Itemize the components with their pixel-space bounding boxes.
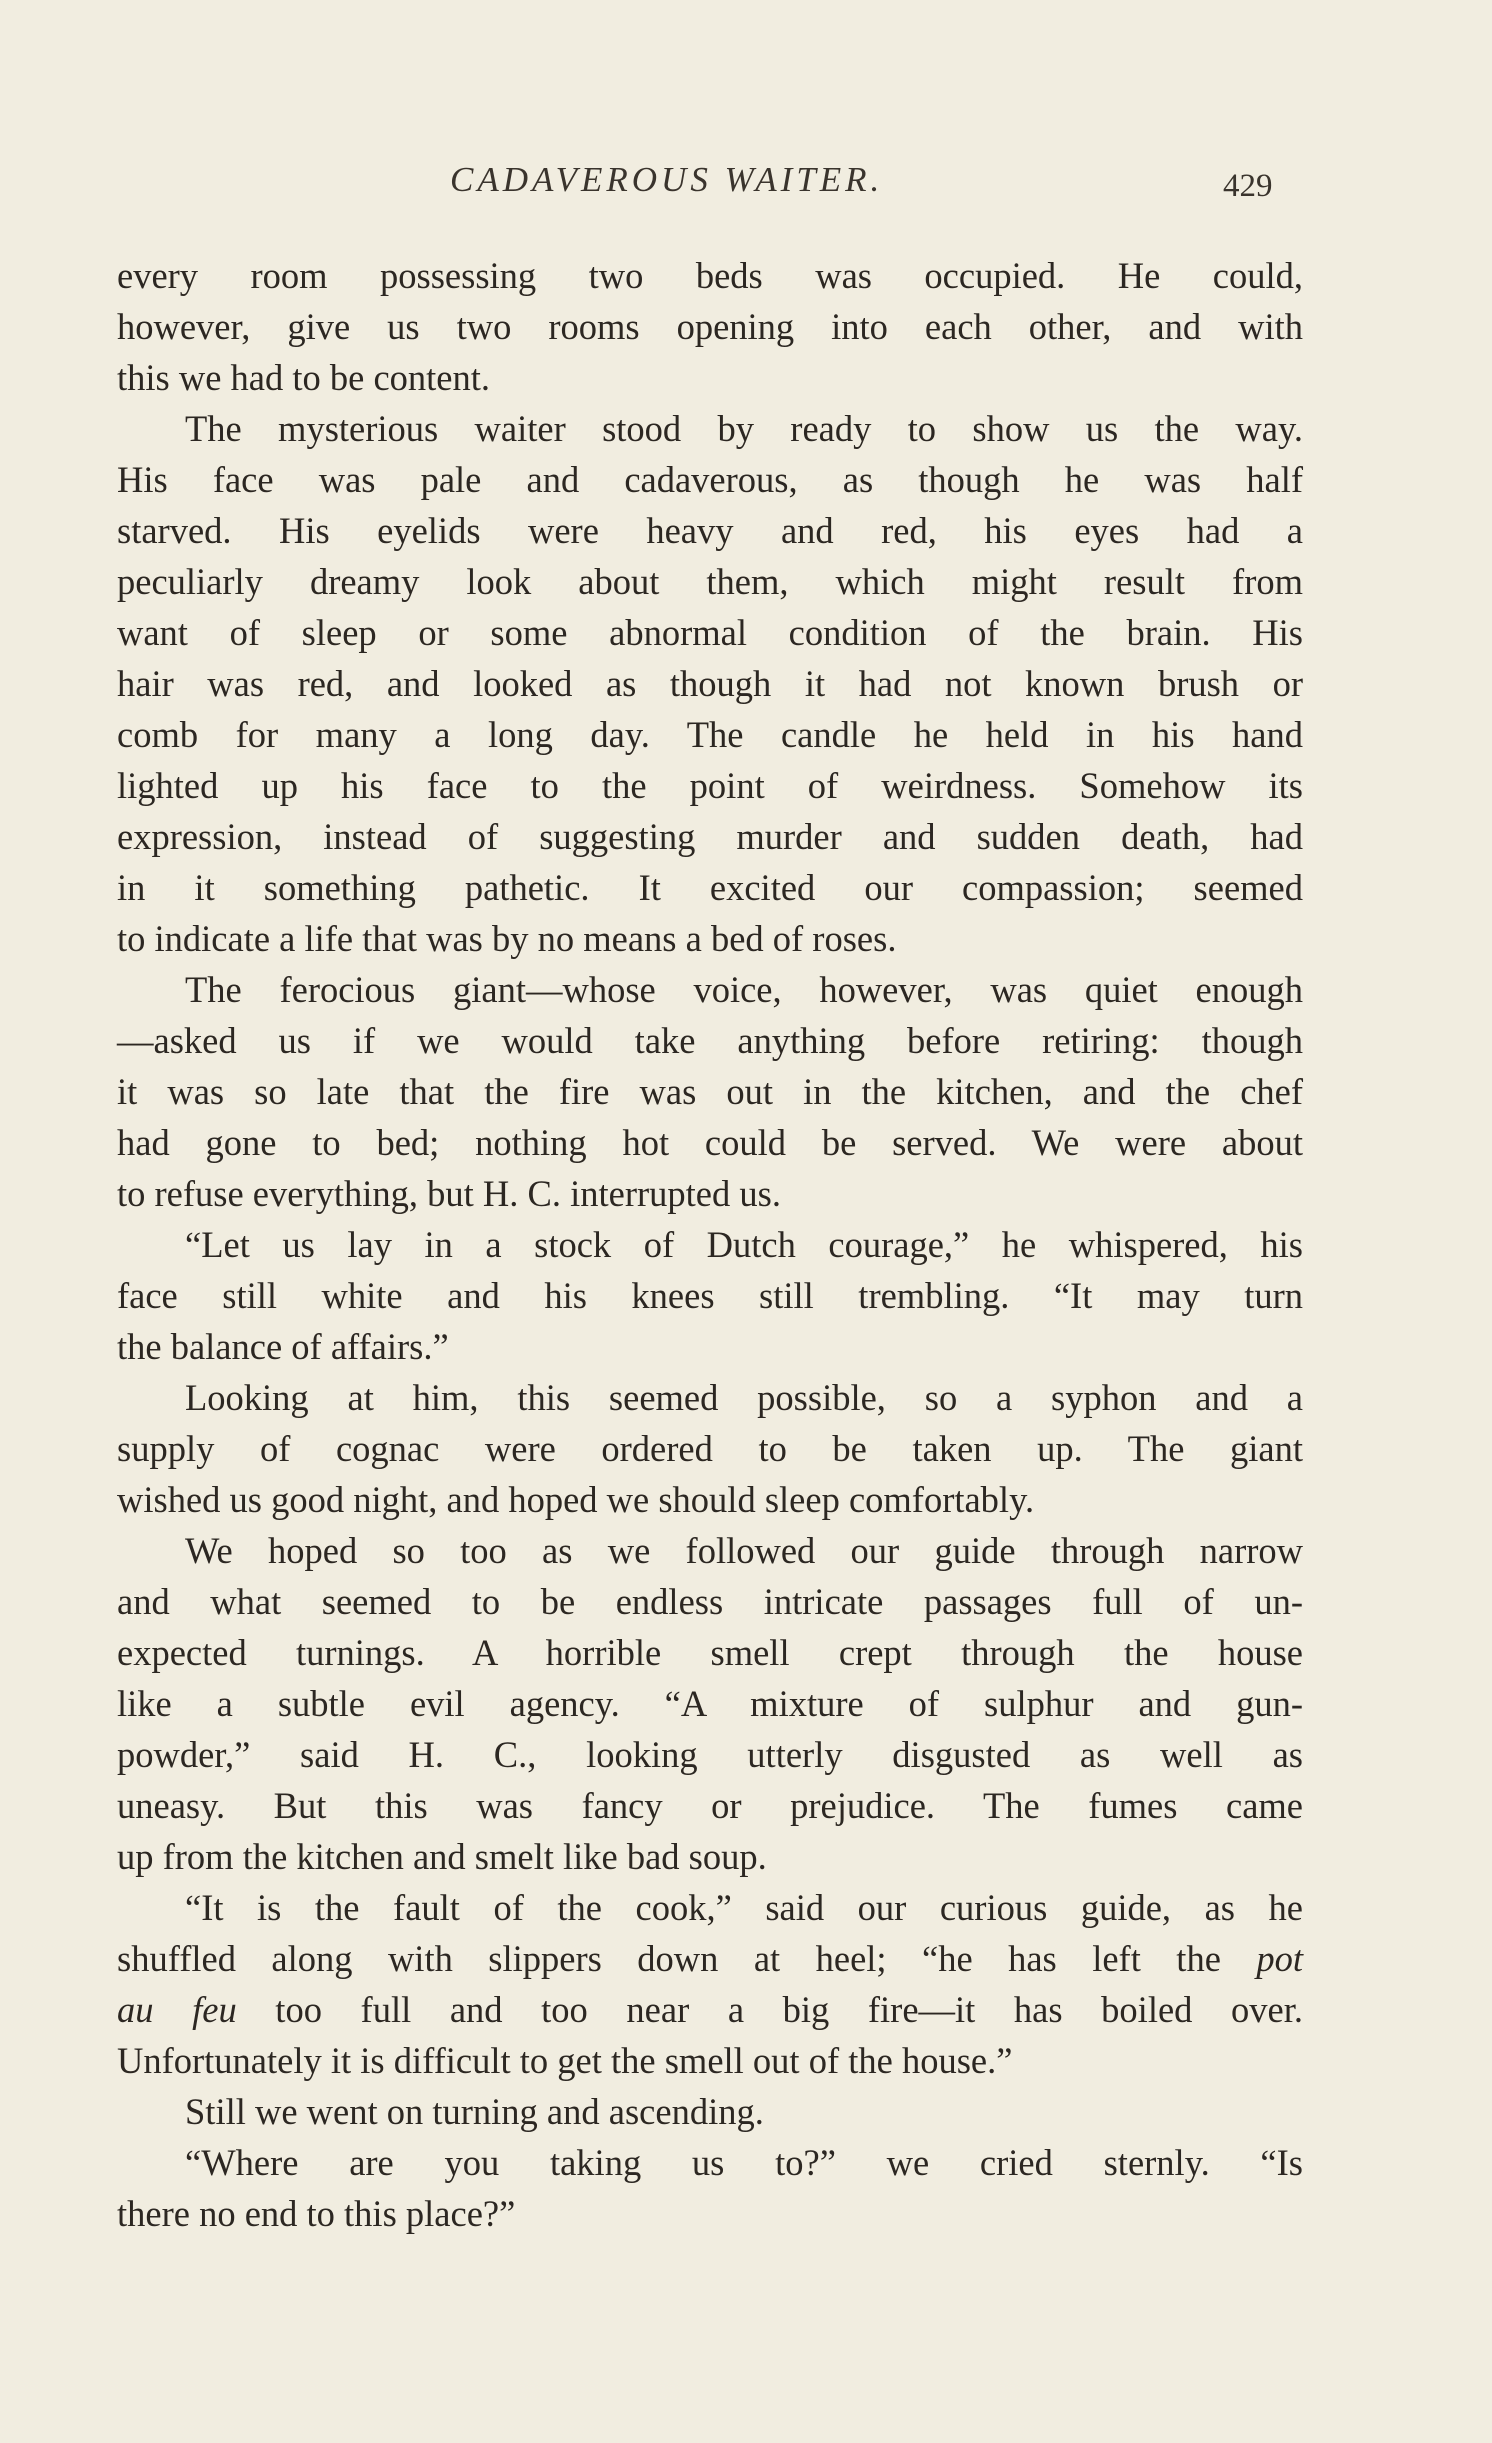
text-line: however, give us two rooms opening into each other, and with [117, 306, 1303, 347]
line-text: shuffled along with slippers down at heel; “he has left the [117, 1938, 1257, 1979]
text-line: this we had to be content. [117, 357, 491, 398]
italic-phrase: au feu [117, 1989, 237, 2030]
text-line: comb for many a long day. The candle he held in his hand [117, 714, 1303, 755]
text-line: supply of cognac were ordered to be taken up. The giant [117, 1428, 1303, 1469]
text-line: powder,” said H. C., looking utterly disgusted as well as [117, 1734, 1303, 1775]
text-line: His face was pale and cadaverous, as though he was half [117, 459, 1303, 500]
text-line: wished us good night, and hoped we should sleep comfortably. [117, 1479, 1035, 1520]
text-line: Unfortunately it is difficult to get the smell out of the house.” [117, 2040, 1013, 2081]
running-head [0, 160, 1492, 210]
text-line: the balance of affairs.” [117, 1326, 449, 1367]
text-line: lighted up his face to the point of weirdness. Somehow its [117, 765, 1303, 806]
page-number: 429 [1223, 168, 1273, 204]
text-line: expression, instead of suggesting murder and sudden death, had [117, 816, 1303, 857]
text-line [117, 1933, 1303, 1984]
text-line: hair was red, and looked as though it had not known brush or [117, 663, 1303, 704]
text-line: starved. His eyelids were heavy and red, his eyes had a [117, 510, 1303, 551]
text-line: —asked us if we would take anything before retiring: though [117, 1020, 1303, 1061]
text-line: and what seemed to be endless intricate passages full of un- [117, 1581, 1303, 1622]
text-line: “Where are you taking us to?” we cried sternly. “Is [185, 2142, 1303, 2183]
text-line: to indicate a life that was by no means a bed of roses. [117, 918, 897, 959]
text-line: uneasy. But this was fancy or prejudice. The fumes came [117, 1785, 1303, 1826]
text-line: there no end to this place?” [117, 2193, 516, 2234]
text-line: Still we went on turning and ascending. [185, 2091, 764, 2132]
text-line: to refuse everything, but H. C. interrupted us. [117, 1173, 781, 1214]
text-line: The ferocious giant—whose voice, however, was quiet enough [185, 969, 1303, 1010]
text-line: like a subtle evil agency. “A mixture of sulphur and gun- [117, 1683, 1303, 1724]
text-line: “Let us lay in a stock of Dutch courage,” he whispered, his [185, 1224, 1303, 1265]
text-line: peculiarly dreamy look about them, which might result from [117, 561, 1303, 602]
text-line: We hoped so too as we followed our guide through narrow [185, 1530, 1303, 1571]
body-text [117, 250, 1303, 2239]
text-line: The mysterious waiter stood by ready to show us the way. [185, 408, 1303, 449]
text-line: in it something pathetic. It excited our compassion; seemed [117, 867, 1303, 908]
text-line: “It is the fault of the cook,” said our curious guide, as he [185, 1887, 1303, 1928]
text-line: up from the kitchen and smelt like bad soup. [117, 1836, 767, 1877]
running-title: CADAVEROUS WAITER. [450, 160, 884, 199]
text-line: had gone to bed; nothing hot could be served. We were about [117, 1122, 1303, 1163]
text-line [117, 1984, 1303, 2035]
text-line: face still white and his knees still trembling. “It may turn [117, 1275, 1303, 1316]
line-text: too full and too near a big fire—it has boiled over. [236, 1989, 1303, 2030]
text-line: Looking at him, this seemed possible, so a syphon and a [185, 1377, 1303, 1418]
italic-phrase: pot [1256, 1938, 1303, 1979]
text-line: want of sleep or some abnormal condition of the brain. His [117, 612, 1303, 653]
text-line: every room possessing two beds was occupied. He could, [117, 255, 1303, 296]
text-line: expected turnings. A horrible smell crept through the house [117, 1632, 1303, 1673]
text-line: it was so late that the fire was out in the kitchen, and the chef [117, 1071, 1303, 1112]
